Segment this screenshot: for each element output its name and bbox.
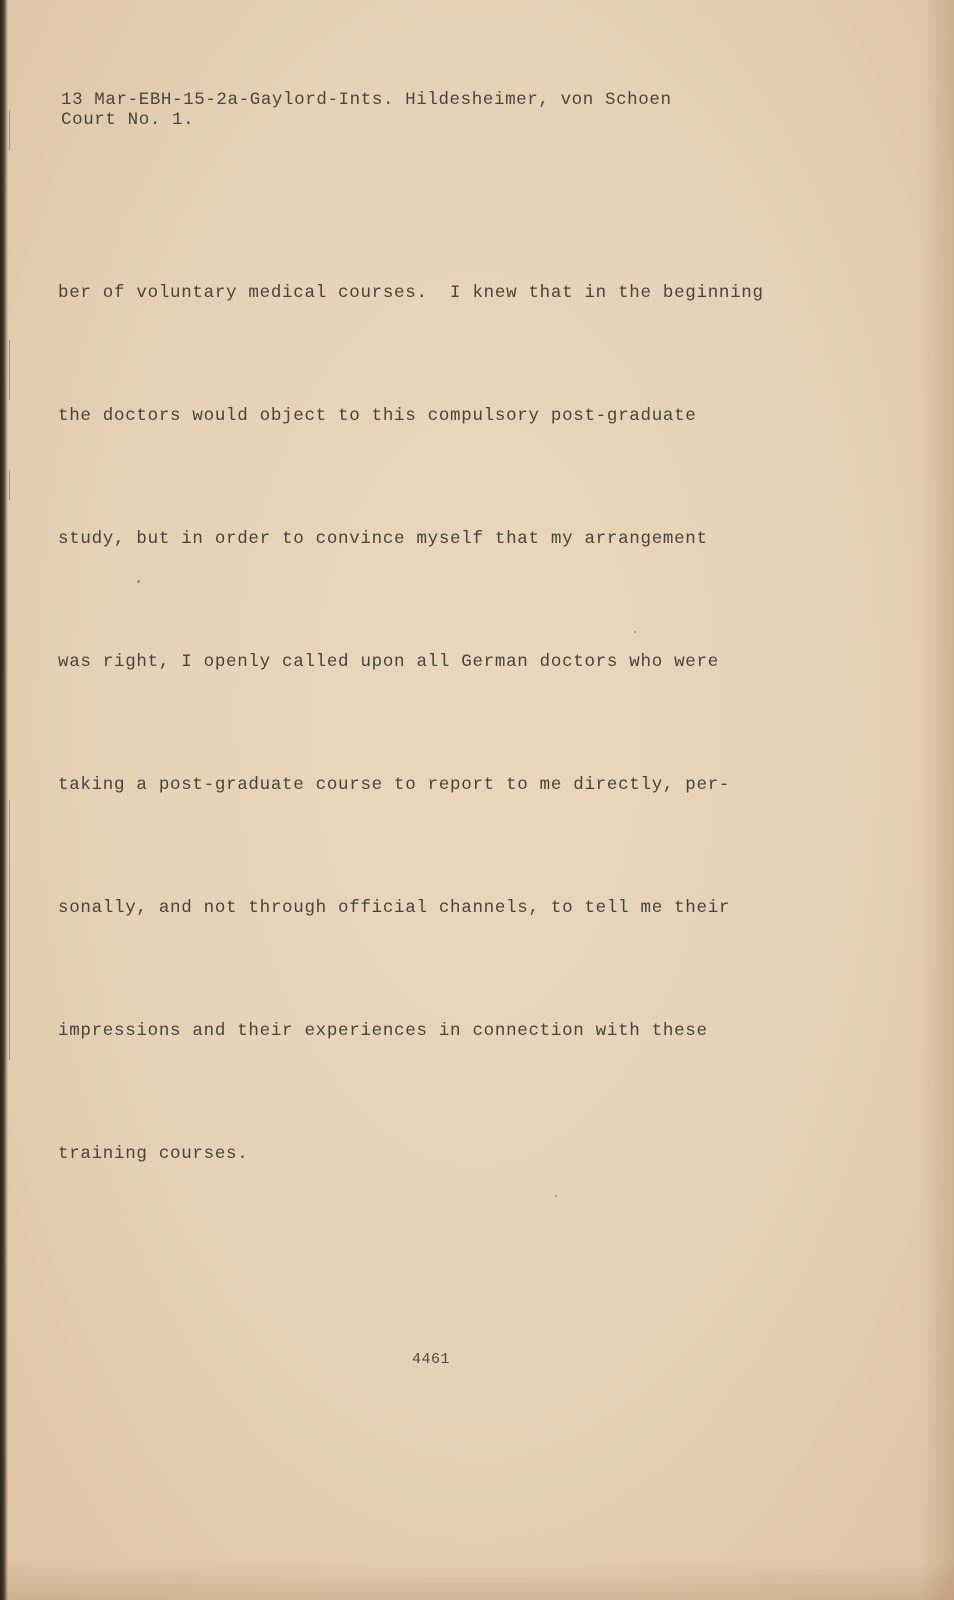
paper-speck: [634, 631, 636, 633]
body-line: impressions and their experiences in connection with these: [58, 1021, 708, 1041]
header-line-2: Court No. 1.: [61, 110, 195, 130]
body-line: ber of voluntary medical courses. I knew that in the beginning: [58, 283, 764, 303]
edge-mark: [9, 800, 10, 1060]
edge-mark: [9, 340, 10, 400]
body-text: [58, 191, 764, 1257]
body-line: taking a post-graduate course to report to me directly, per-: [58, 775, 731, 795]
binding-edge: [0, 0, 8, 1600]
page-shadow-bottom: [0, 1560, 954, 1600]
edge-mark: [9, 470, 10, 500]
page-number: 4461: [412, 1351, 451, 1368]
edge-mark: [9, 110, 10, 150]
body-line: study, but in order to convince myself that my arrangement: [58, 529, 708, 549]
body-line: training courses.: [58, 1144, 249, 1164]
body-line: the doctors would object to this compulsory post-graduate: [58, 406, 697, 426]
header-line-1: 13 Mar-EBH-15-2a-Gaylord-Ints. Hildesheimer, von Schoen: [61, 90, 672, 110]
paper-speck: [137, 580, 140, 583]
page-shadow-right: [920, 0, 954, 1600]
document-header: [61, 90, 672, 130]
body-line: sonally, and not through official channels, to tell me their: [58, 898, 731, 918]
paper-speck: [555, 1195, 557, 1197]
body-line: was right, I openly called upon all German doctors who were: [58, 652, 719, 672]
